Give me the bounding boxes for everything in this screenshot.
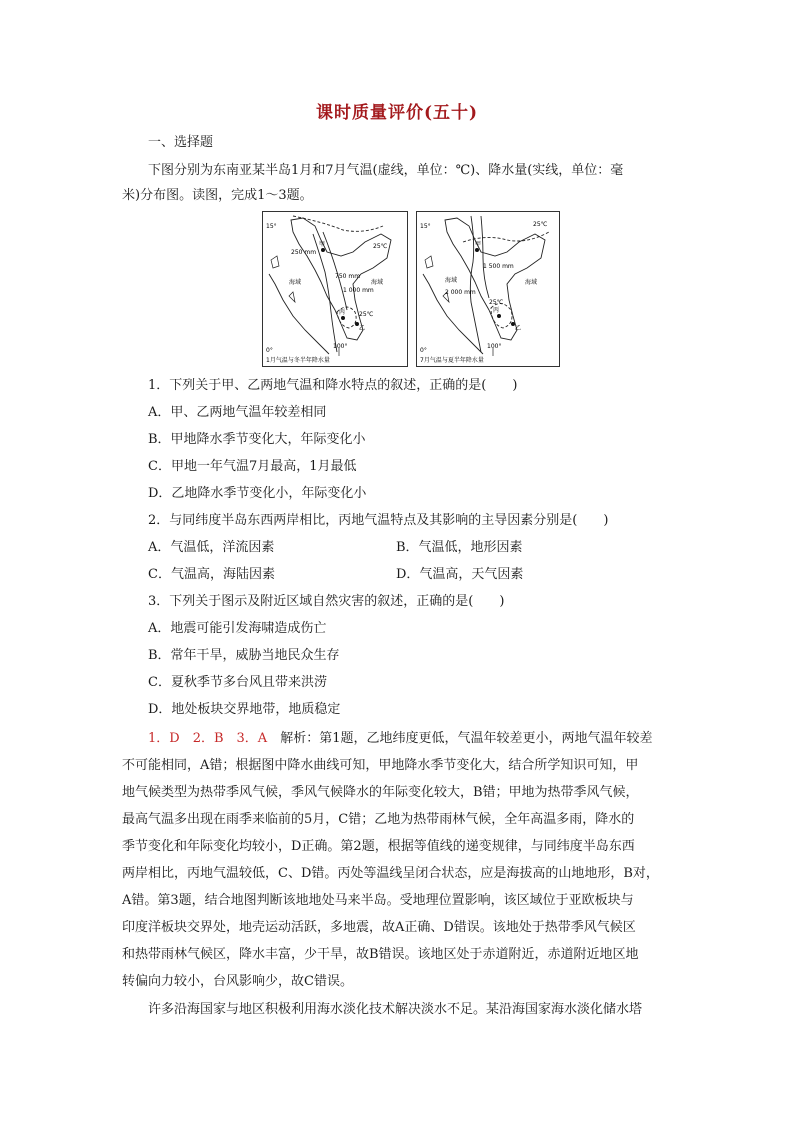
map-figure-january: [262, 211, 408, 367]
isohyet-1500-label: 1 500 mm: [483, 263, 514, 270]
sea-label-west: 海域: [289, 279, 302, 286]
jia-label: 甲: [475, 241, 482, 248]
section-heading: 一、选择题: [148, 135, 214, 150]
answer-key: 1．D 2．B 3．A: [148, 731, 268, 746]
isotherm-25-label-a: 25℃: [533, 221, 548, 228]
intro-line-1: 下图分别为东南亚某半岛1月和7月气温(虚线，单位：℃)、降水量(实线，单位：毫: [148, 163, 624, 178]
lon-100-label: 100°: [487, 343, 502, 350]
isohyet-750-label: 750 mm: [335, 273, 361, 280]
sea-label-west: 海域: [445, 277, 458, 284]
answer-first-line: [148, 729, 652, 749]
answer-line: A错。第3题，结合地图判断该地地处马来半岛。受地理位置影响，该区域位于亚欧板块与: [122, 893, 634, 908]
isohyet-2000-label: 2 000 mm: [445, 289, 476, 296]
intro-line-2: 米)分布图。读图，完成1～3题。: [122, 188, 313, 203]
yi-label: 乙: [515, 325, 522, 332]
question-2-option-d: D．气温高，天气因素: [396, 567, 524, 582]
answer-line: 不可能相同，A错；根据图中降水曲线可知，甲地降水季节变化大，结合所学知识可知，甲: [122, 758, 639, 773]
question-2-option-a: A．气温低，洋流因素: [148, 540, 275, 555]
isohyet-250-label: 250 mm: [291, 249, 317, 256]
sea-label-east: 海域: [371, 279, 384, 286]
question-2-stem: 2．与同纬度半岛东西两岸相比，丙地气温特点及其影响的主导因素分别是( ): [148, 513, 609, 528]
answer-line: 季节变化和年际变化均较小，D正确。第2题，根据等值线的递变规律，与同纬度半岛东西: [122, 839, 635, 854]
isotherm-25-label-b: 25℃: [359, 311, 374, 318]
question-1-stem: 1．下列关于甲、乙两地气温和降水特点的叙述，正确的是( ): [148, 378, 518, 393]
answer-line: 最高气温多出现在雨季来临前的5月，C错；乙地为热带雨林气候，全年高温多雨，降水的: [122, 812, 635, 827]
lat-15-label: 15°: [420, 223, 431, 230]
question-2-option-b: B．气温低，地形因素: [396, 540, 523, 555]
answer-line: 印度洋板块交界处，地壳运动活跃，多地震，故A正确、D错误。该地处于热带季风气候区: [122, 920, 636, 935]
bing-label: 丙: [339, 309, 346, 316]
question-3-option-c: C．夏秋季节多台风且带来洪涝: [148, 675, 327, 690]
figure-caption: 7月气温与夏半年降水量: [420, 357, 484, 364]
bing-label: 丙: [493, 307, 500, 314]
isotherm-25-label-b: 25℃: [489, 299, 504, 306]
question-1-option-b: B．甲地降水季节变化大，年际变化小: [148, 432, 366, 447]
closing-paragraph: 许多沿海国家与地区积极利用海水淡化技术解决淡水不足。某沿海国家海水淡化储水塔: [148, 1002, 643, 1017]
isohyet-1000-label: 1 000 mm: [343, 287, 374, 294]
answer-first-line-text: 解析：第1题，乙地纬度更低，气温年较差更小，两地气温年较差: [267, 731, 653, 746]
lat-0-label: 0°: [266, 347, 273, 354]
map-figure-july: [416, 211, 560, 367]
yi-label: 乙: [359, 325, 366, 332]
question-2-option-c: C．气温高，海陆因素: [148, 567, 275, 582]
answer-line: 转偏向力较小，台风影响少，故C错误。: [122, 974, 353, 989]
lon-100-label: 100°: [333, 343, 348, 350]
question-3-stem: 3．下列关于图示及附近区域自然灾害的叙述，正确的是( ): [148, 594, 505, 609]
lat-15-label: 15°: [266, 223, 277, 230]
jia-label: 甲: [319, 241, 326, 248]
lat-0-label: 0°: [420, 347, 427, 354]
question-3-option-b: B．常年干旱，威胁当地民众生存: [148, 648, 340, 663]
page-title: 课时质量评价(五十): [315, 103, 479, 123]
figure-caption: 1月气温与冬半年降水量: [266, 357, 330, 364]
answer-line: 两岸相比，丙地气温较低，C、D错。丙处等温线呈闭合状态，应是海拔高的山地地形，B对，: [122, 866, 659, 881]
answer-line: 和热带雨林气候区，降水丰富，少干旱，故B错误。该地区处于赤道附近，赤道附近地区地: [122, 947, 639, 962]
question-1-option-d: D．乙地降水季节变化小，年际变化小: [148, 486, 367, 501]
question-1-option-c: C．甲地一年气温7月最高，1月最低: [148, 459, 357, 474]
question-1-option-a: A．甲、乙两地气温年较差相同: [148, 405, 327, 420]
answer-line: 地气候类型为热带季风气候，季风气候降水的年际变化较大，B错；甲地为热带季风气候，: [122, 785, 639, 800]
question-3-option-d: D．地处板块交界地带，地质稳定: [148, 702, 341, 717]
question-3-option-a: A．地震可能引发海啸造成伤亡: [148, 621, 327, 636]
isotherm-25-label-a: 25℃: [373, 243, 388, 250]
sea-label-east: 海域: [525, 279, 538, 286]
